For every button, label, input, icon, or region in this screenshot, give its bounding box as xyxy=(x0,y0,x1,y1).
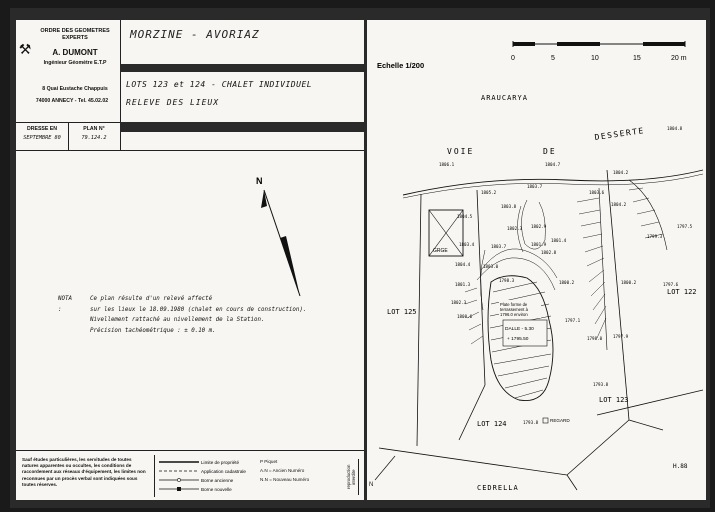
spot-height: 1805.2 xyxy=(481,190,497,195)
row-rule xyxy=(120,122,364,132)
dresse-cell xyxy=(16,122,69,150)
nota-line: sur les lieux le 18.09.1980 (chalet en cours de construction). xyxy=(90,306,307,313)
chalet-slab xyxy=(488,276,553,401)
araucarya-label: ARAUCARYA xyxy=(481,94,528,102)
voie-label: VOIE xyxy=(447,147,475,156)
spot-height: 1801.9 xyxy=(531,242,547,247)
spot-height: 1804.7 xyxy=(545,162,561,167)
garage-label: GRGE xyxy=(433,248,448,254)
bottom-border xyxy=(10,500,710,508)
right-border xyxy=(706,8,710,508)
plan-north-label: N xyxy=(369,482,374,488)
firm-order: ORDRE DES GEOMETRES EXPERTS xyxy=(40,28,110,42)
scale-label: Echelle 1/200 xyxy=(377,61,425,70)
platform-note: 1796.0 environ xyxy=(500,312,528,317)
date-plan-row xyxy=(16,122,364,151)
legend-item: Borne ancienne xyxy=(201,478,234,483)
scale-tick: 20 m xyxy=(671,55,687,62)
spot-height: 1804.2 xyxy=(613,170,629,175)
nota-line: Ce plan résulte d'un relevé affecté xyxy=(90,296,213,302)
place-title: MORZINE - AVORIAZ xyxy=(130,28,260,41)
firm-role: Ingénieur Géomètre E.T.P xyxy=(43,60,107,66)
spot-height: 1797.5 xyxy=(677,224,693,229)
spot-height: 1799.3 xyxy=(647,234,663,239)
dresse-label: DRESSE EN xyxy=(27,126,57,132)
plan-number-label: PLAN N° xyxy=(83,126,105,132)
spot-height: 1797.6 xyxy=(663,282,679,287)
legend-symbols xyxy=(154,455,251,497)
spot-height: 1800.2 xyxy=(621,280,637,285)
spot-height: 1800.6 xyxy=(457,314,473,319)
dalle-label: DALLE - 5.30 xyxy=(505,327,534,332)
spot-height: 1801.4 xyxy=(551,238,567,243)
spot-height: 1800.2 xyxy=(559,280,575,285)
legend-block xyxy=(16,450,364,501)
spot-height: 1803.4 xyxy=(459,242,475,247)
legend-key: A.N = Ancien Numéro xyxy=(260,468,305,473)
legend-item: Application cadastrale xyxy=(201,469,246,474)
scale-bar xyxy=(503,26,699,62)
lots-subtitle: LOTS 123 et 124 - CHALET INDIVIDUEL xyxy=(126,80,313,89)
scale-tick: 10 xyxy=(591,55,599,62)
cedrella-label: CEDRELLA xyxy=(477,484,519,492)
lot-123-label: LOT 123 xyxy=(599,396,629,404)
spot-height: 1802.8 xyxy=(541,250,557,255)
lot-122-label: LOT 122 xyxy=(667,288,697,296)
firm-name: A. DUMONT xyxy=(52,48,98,57)
plan-north-mark-icon xyxy=(369,456,395,488)
subject-subtitle: RELEVE DES LIEUX xyxy=(126,98,220,107)
legend-notice: Sauf études particulières, les servitudes de toutes natures apparentes ou occultes, les conditions de raccordement aux réseaux d'équipement, les limites non reconnues par un procès verbal sont indiquées sous toutes réserves. xyxy=(22,457,146,487)
spot-height: 1806.1 xyxy=(439,162,455,167)
spot-height: 1803.6 xyxy=(589,190,605,195)
nota-line: Nivellement rattaché au nivellement de la Station. xyxy=(90,317,265,323)
title-block xyxy=(120,20,364,122)
title-cartouche xyxy=(16,20,364,140)
platform-note: terrassement à xyxy=(500,307,528,312)
regard-label: REGARD xyxy=(550,418,570,423)
spot-height: 1801.3 xyxy=(455,282,471,287)
spot-height: 1802.3 xyxy=(507,226,523,231)
spot-height: 1798.0 xyxy=(587,336,603,341)
plan-number-value: 79.124.2 xyxy=(81,135,107,141)
h88-label: H.88 xyxy=(673,463,688,470)
legend-key: N.N = Nouveau Numéro xyxy=(260,477,310,482)
contours xyxy=(477,200,557,310)
spot-height: 1804.2 xyxy=(611,202,627,207)
lot-124-label: LOT 124 xyxy=(477,420,507,428)
legend-keys xyxy=(260,457,346,484)
plan-number-cell xyxy=(68,122,121,150)
spot-height: 1797.1 xyxy=(565,318,581,323)
nota-label: NOTA : xyxy=(58,296,72,313)
top-border xyxy=(10,8,710,20)
spot-height: 1802.3 xyxy=(451,300,467,305)
site-plan xyxy=(367,20,706,500)
spot-heights xyxy=(439,126,693,425)
nota-body xyxy=(90,294,350,336)
scale-tick: 0 xyxy=(511,55,515,62)
dalle-elevation: + 1795.50 xyxy=(507,337,529,342)
spot-height: 1804.5 xyxy=(457,214,473,219)
spot-height: 1793.8 xyxy=(593,382,609,387)
north-arrow-icon xyxy=(250,168,330,308)
de-label: DE xyxy=(543,147,557,156)
firm-block xyxy=(16,20,121,123)
desserte-label: DESSERTE xyxy=(594,126,646,142)
spot-height: 1793.8 xyxy=(523,420,539,425)
scale-tick: 5 xyxy=(551,55,555,62)
spot-height: 1803.7 xyxy=(491,244,507,249)
legend-item: Borne nouvelle xyxy=(201,487,232,492)
manhole xyxy=(543,418,570,423)
spot-height: 1797.9 xyxy=(613,334,629,339)
plan-drawing xyxy=(367,20,706,500)
road-edges xyxy=(403,170,703,198)
spot-height: 1802.9 xyxy=(531,224,547,229)
lot-125-label: LOT 125 xyxy=(387,308,417,316)
dresse-value: SEPTEMBRE 80 xyxy=(23,135,61,141)
title-rule xyxy=(120,64,364,72)
spot-height: 1804.4 xyxy=(455,262,471,267)
spot-height: 1803.8 xyxy=(501,204,517,209)
nota-line: Précision tachéométrique : ± 0.10 m. xyxy=(90,327,216,334)
spot-height: 1803.0 xyxy=(483,264,499,269)
spot-height: 1803.7 xyxy=(527,184,543,189)
legend-item: Limite de propriété xyxy=(201,460,240,465)
reproduction-notice: reproduction interdite xyxy=(346,459,359,495)
platform-note: Plate forme de xyxy=(500,302,528,307)
spot-height: 1804.8 xyxy=(667,126,683,131)
spot-height: 1798.3 xyxy=(499,278,515,283)
survey-sheet xyxy=(10,8,710,508)
legend-key: P Piquet xyxy=(260,459,278,464)
north-label: N xyxy=(256,176,263,186)
surveyor-logo-icon: ⚒ xyxy=(18,41,32,57)
scale-tick: 15 xyxy=(633,55,641,62)
firm-address: 8 Quai Eustache Chappuis xyxy=(42,86,108,92)
firm-city-tel: 74000 ANNECY - Tel. 45.02.02 xyxy=(35,98,109,104)
